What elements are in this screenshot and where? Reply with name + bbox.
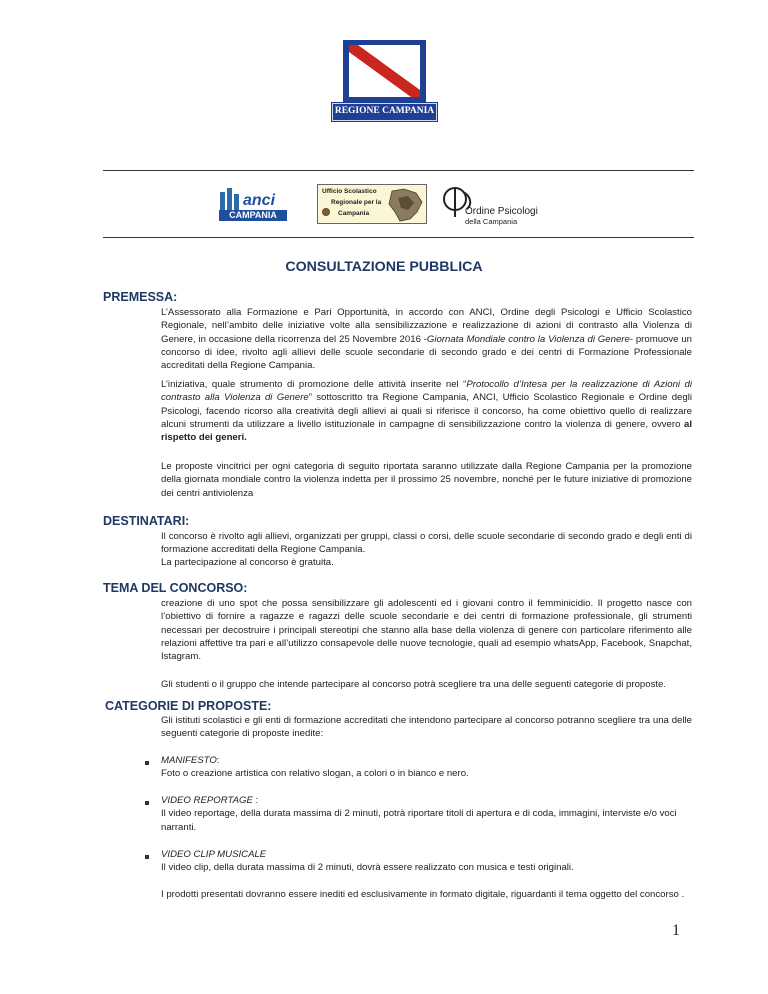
categorie-heading: CATEGORIE DI PROPOSTE: [105, 699, 272, 713]
premessa-paragraph-2: L’iniziativa, quale strumento di promozione delle attività inserite nel “Protocollo d’Intesa per la realizzazione di Azioni di contrasto alla Violenza di Genere” sottoscritto tra Regione Campania, ANCI, Ufficio Scolastico Regionale e Ordine degli Psicologi, facendo ricorso alla creatività degli allievi ai quali si riferisce il concorso, ha come obiettivo quello di realizzare alcuni strumenti da utilizzare a livello istituzionale in campagne di sensibilizzazione contro la violenza di genere, ovvero al rispetto dei generi. [161, 379, 692, 444]
category-item-manifesto: MANIFESTO: Foto o creazione artistica con relativo slogan, a colori o in bianco e nero. [161, 755, 469, 780]
italian-emblem-icon [322, 207, 330, 217]
tema-paragraph-1: creazione di uno spot che possa sensibilizzare gli adolescenti ed i giovani contro il femminicidio. Il progetto nasce con l’obiettivo di fornire a ragazze e ragazzi delle scuole secondarie e dei centri di formazione professionale, gli strumenti necessari per decostruire i principali stereotipi che stanno alla base della violenza di genere con particolare riferimento alle relazioni affettive tra pari e all’utilizzo consapevole delle nuove tecnologie, quali ad esempio whatsApp, Facebook, Snapchat, Istagram. [161, 598, 692, 663]
regione-campania-logo-text: REGIONE CAMPANIA [334, 106, 435, 116]
regione-campania-logo [331, 40, 438, 122]
tema-paragraph-2: Gli studenti o il gruppo che intende partecipare al concorso potrà scegliere tra una delle seguenti categorie di proposte. [161, 679, 667, 690]
usr-line-2: Regionale per la [331, 199, 382, 206]
category-item-video-reportage: VIDEO REPORTAGE : Il video reportage, della durata massima di 2 minuti, potrà riportare titoli di apertura e di coda, immagini, interviste e/o voci narranti. [161, 795, 677, 833]
bullet-icon [145, 855, 149, 859]
destinatari-heading: DESTINATARI: [103, 514, 190, 528]
document-title: CONSULTAZIONE PUBBLICA [285, 259, 483, 275]
campania-map-icon [386, 188, 426, 222]
ordine-logo-line-1: Ordine Psicologi [465, 206, 538, 217]
anci-building-icon [219, 188, 241, 210]
destinatari-paragraph-2: La partecipazione al concorso è gratuita. [161, 557, 334, 568]
premessa-paragraph-1: L’Assessorato alla Formazione e Pari Opportunità, in accordo con ANCI, Ordine degli Psicologi e Ufficio Scolastico Regionale, nell’ambito delle iniziative volte alla sensibilizzazione e realizzazione di azioni di contrasto alla Violenza di Genere, in occasione della ricorrenza del 25 Novembre 2016 -Giornata Mondiale contro la Violenza di Genere- promuove un concorso di idee, rivolto agli allievi delle scuole secondarie di secondo grado e dei centri di Formazione Professionale accreditati della Regione Campania. [161, 307, 692, 372]
anci-logo-region: CAMPANIA [219, 210, 287, 221]
category-item-video-clip: VIDEO CLIP MUSICALE Il video clip, della durata massima di 2 minuti, dovrà essere realizzato con musica e testi originali. [161, 849, 574, 874]
bullet-icon [145, 761, 149, 765]
anci-campania-logo [219, 188, 287, 222]
ordine-psicologi-logo [442, 186, 562, 226]
premessa-paragraph-3: Le proposte vincitrici per ogni categoria di seguito riportata saranno utilizzate dalla Regione Campania per la promozione della giornata mondiale contro la violenza indetta per il prossimo 25 novembre, nonché per le future iniziative di promozione dei centri antiviolenza [161, 461, 692, 499]
usr-line-3: Campania [338, 210, 370, 217]
usr-line-1: Ufficio Scolastico [322, 188, 377, 195]
header-rule [103, 170, 694, 171]
categorie-closing: I prodotti presentati dovranno essere inediti ed esclusivamente in formato digitale, riguardanti il tema oggetto del concorso . [161, 889, 685, 900]
categorie-intro: Gli istituti scolastici e gli enti di formazione accreditati che intendono partecipare al concorso potranno scegliere tra una delle seguenti categorie di proposte inedite: [161, 715, 692, 740]
bullet-icon [145, 801, 149, 805]
premessa-heading: PREMESSA: [103, 290, 178, 304]
anci-logo-word: anci [243, 192, 276, 209]
destinatari-paragraph-1: Il concorso è rivolto agli allievi, organizzati per gruppi, classi o corsi, delle scuole secondarie di secondo grado e degli enti di formazione accreditati della Regione Campania. [161, 531, 692, 556]
page-number: 1 [672, 922, 680, 939]
ordine-logo-line-2: della Campania [465, 217, 518, 226]
logos-rule [103, 237, 694, 238]
tema-heading: TEMA DEL CONCORSO: [103, 581, 248, 595]
ufficio-scolastico-logo [317, 184, 427, 224]
